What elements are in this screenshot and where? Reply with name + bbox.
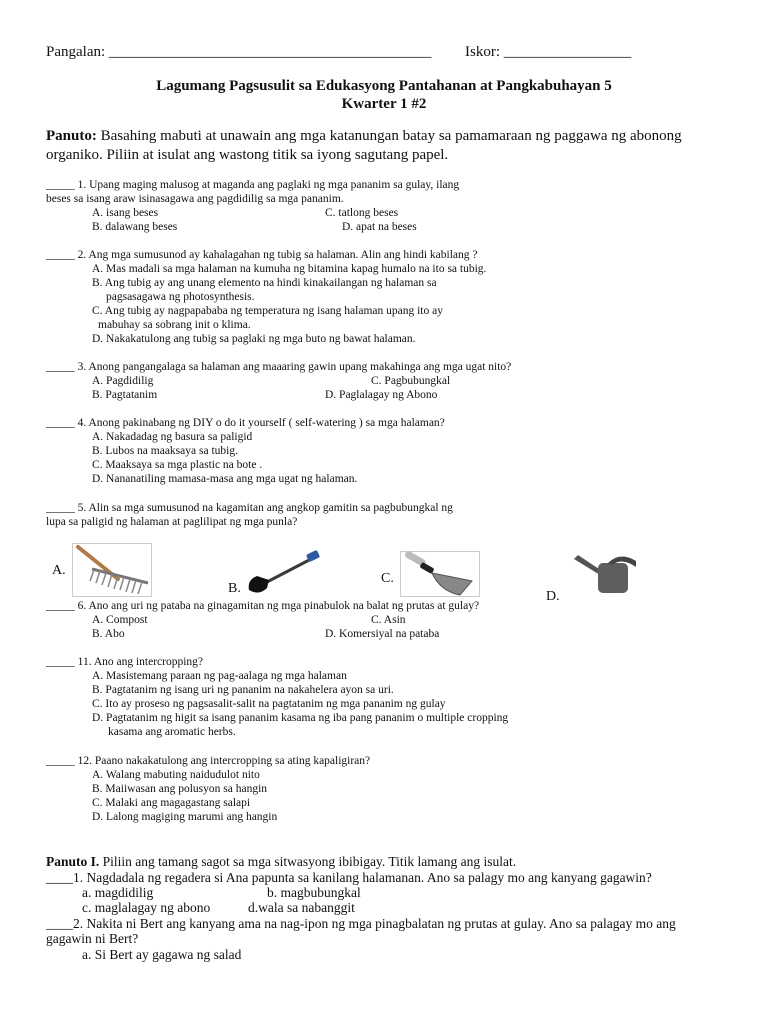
- part2-q1-choice-d[interactable]: d.wala sa nabanggit: [248, 900, 355, 915]
- q3-choice-d[interactable]: D. Paglalagay ng Abono: [325, 389, 438, 401]
- q11-choice-d-cont: kasama ang aromatic herbs.: [108, 726, 236, 738]
- q1-choice-b[interactable]: B. dalawang beses: [92, 221, 178, 233]
- shovel-icon[interactable]: [245, 550, 325, 596]
- q6-choice-c[interactable]: C. Asin: [371, 614, 406, 626]
- q2-choice-a[interactable]: A. Mas madali sa mga halaman na kumuha ng bitamina kapag humalo na ito sa tubig.: [92, 263, 487, 275]
- q3-choice-a[interactable]: A. Pagdidilig: [92, 375, 154, 387]
- q5-choice-d-label[interactable]: D.: [546, 589, 560, 604]
- q6-choice-d[interactable]: D. Komersiyal na pataba: [325, 628, 440, 640]
- q5-choice-c-label[interactable]: C.: [381, 571, 394, 586]
- q11-choice-a[interactable]: A. Masistemang paraan ng pag-aalaga ng mga halaman: [92, 670, 347, 682]
- q1-stem-2: beses sa isang araw isinasagawa ang pagdidilig sa mga pananim.: [46, 193, 344, 205]
- q11-choice-d[interactable]: D. Pagtatanim ng higit sa isang pananim kasama ng iba pang pananim o multiple cropping: [92, 712, 509, 724]
- q2-choice-c-cont: mabuhay sa sobrang init o klima.: [98, 319, 251, 331]
- part2-q1-choice-b[interactable]: b. magbubungkal: [267, 885, 361, 900]
- q11-choice-b[interactable]: B. Pagtatanim ng isang uri ng pananim na nakahelera ayon sa uri.: [92, 684, 394, 696]
- directions-line-2: organiko. Piliin at isulat ang wastong titik sa iyong sagutang papel.: [46, 147, 449, 163]
- part2-label: Panuto I.: [46, 854, 100, 869]
- directions-line-1: [46, 127, 682, 146]
- q12-choice-b[interactable]: B. Maiiwasan ang polusyon sa hangin: [92, 783, 268, 795]
- q2-choice-b[interactable]: B. Ang tubig ay ang unang elemento na hindi kinakailangan ng halaman sa: [92, 277, 437, 289]
- trowel-icon[interactable]: [400, 551, 480, 597]
- q4-choice-a[interactable]: A. Nakadadag ng basura sa paligid: [92, 431, 253, 443]
- directions-label: Panuto:: [46, 128, 97, 144]
- q5-choice-a-label[interactable]: A.: [52, 563, 66, 578]
- q5-stem-1: _____ 5. Alin sa mga sumusunod na kagamitan ang angkop gamitin sa pagbubungkal ng: [46, 502, 453, 514]
- q1-choice-c[interactable]: C. tatlong beses: [325, 207, 399, 219]
- q3-choice-b[interactable]: B. Pagtatanim: [92, 389, 158, 401]
- q4-stem: _____ 4. Anong pakinabang ng DIY o do it yourself ( self-watering ) sa mga halaman?: [46, 417, 445, 429]
- q1-stem-1: _____ 1. Upang maging malusog at maganda ang paglaki ng mga pananim sa gulay, ilang: [46, 179, 460, 191]
- q6-stem: _____ 6. Ano ang uri ng pataba na ginagamitan ng mga pinabulok na balat ng prutas at gulay?: [46, 600, 480, 612]
- q3-stem: _____ 3. Anong pangangalaga sa halaman ang maaaring gawin upang makahinga ang mga ugat nito?: [46, 361, 512, 373]
- page-subtitle: Kwarter 1 #2: [341, 96, 427, 112]
- q11-choice-c[interactable]: C. Ito ay proseso ng pagsasalit-salit na pagtatanim ng mga pananim ng gulay: [92, 698, 446, 710]
- q2-choice-d[interactable]: D. Nakakatulong ang tubig sa paglaki ng mga buto ng bawat halaman.: [92, 333, 416, 345]
- q12-choice-c[interactable]: C. Malaki ang magagastang salapi: [92, 797, 251, 809]
- q3-choice-c[interactable]: C. Pagbubungkal: [371, 375, 451, 387]
- q2-choice-b-cont: pagsasagawa ng photosynthesis.: [106, 291, 255, 303]
- score-field[interactable]: Iskor: _________________: [465, 44, 632, 60]
- q5-stem-2: lupa sa paligid ng halaman at paglilipat ng mga punla?: [46, 516, 298, 528]
- part2-instruction: Piliin ang tamang sagot sa mga sitwasyong ibibigay. Titik lamang ang isulat.: [102, 854, 517, 869]
- q12-choice-d[interactable]: D. Lalong magiging marumi ang hangin: [92, 811, 278, 823]
- q2-choice-c[interactable]: C. Ang tubig ay nagpapababa ng temperatura ng isang halaman upang ito ay: [92, 305, 443, 317]
- q1-choice-a[interactable]: A. isang beses: [92, 207, 159, 219]
- q1-choice-d[interactable]: D. apat na beses: [342, 221, 417, 233]
- part2-instruction-line: [46, 854, 516, 870]
- rake-icon[interactable]: [72, 543, 152, 597]
- name-field[interactable]: Pangalan: ___________________________________________: [46, 44, 432, 60]
- page-title: Lagumang Pagsusulit sa Edukasyong Pantahanan at Pangkabuhayan 5: [156, 78, 612, 94]
- q6-choice-a[interactable]: A. Compost: [92, 614, 148, 626]
- part2-q1-stem: ____1. Nagdadala ng regadera si Ana papunta sa kanilang halamanan. Ano sa palagy mo ang kanyang gagawin?: [46, 870, 652, 885]
- q4-choice-c[interactable]: C. Maaksaya sa mga plastic na bote .: [92, 459, 263, 471]
- q12-choice-a[interactable]: A. Walang mabuting naidudulot nito: [92, 769, 260, 781]
- q6-choice-b[interactable]: B. Abo: [92, 628, 125, 640]
- q11-stem: _____ 11. Ano ang intercropping?: [46, 656, 204, 668]
- part2-q2-stem-2: gagawin ni Bert?: [46, 931, 139, 946]
- watering-can-icon[interactable]: [572, 551, 644, 595]
- q4-choice-d[interactable]: D. Nananatiling mamasa-masa ang mga ugat ng halaman.: [92, 473, 358, 485]
- q4-choice-b[interactable]: B. Lubos na maaksaya sa tubig.: [92, 445, 238, 457]
- directions-text-1: Basahing mabuti at unawain ang mga katanungan batay sa pamamaraan ng paggawa ng abonong: [100, 128, 682, 144]
- q2-stem: _____ 2. Ang mga sumusunod ay kahalagahan ng tubig sa halaman. Alin ang hindi kabilang ?: [46, 249, 478, 261]
- part2-q1-choice-a[interactable]: a. magdidilig: [82, 885, 154, 900]
- q12-stem: _____ 12. Paano nakakatulong ang intercropping sa ating kapaligiran?: [46, 755, 371, 767]
- q5-choice-b-label[interactable]: B.: [228, 581, 241, 596]
- part2-q1-choice-c[interactable]: c. maglalagay ng abono: [82, 900, 211, 915]
- part2-q2-choice-a[interactable]: a. Si Bert ay gagawa ng salad: [82, 947, 242, 962]
- part2-q2-stem-1: ____2. Nakita ni Bert ang kanyang ama na nag-ipon ng mga pinagbalatan ng prutas at gulay. Ano sa palagay mo ang: [46, 916, 676, 931]
